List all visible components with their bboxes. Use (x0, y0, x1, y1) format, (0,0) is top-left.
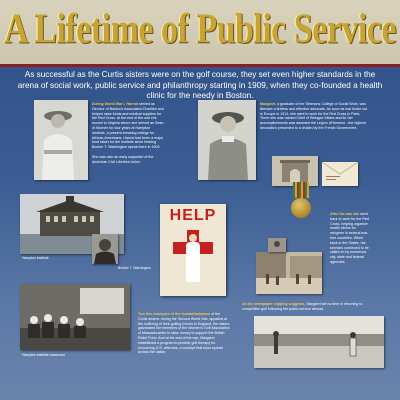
page-title: A Lifetime of Public Service (3, 6, 396, 53)
harriot-text-lead: During World War I, Harriot (92, 102, 139, 106)
margaret-text-block (260, 102, 368, 131)
margaret-text-body: , a graduate of the Simmons College of Social Work, was likewise a tireless and effective advocate. As soon as war broke out in Europe in 1914, she went to work for the Red Cross in Paris. There she was named Chief of Refugee Affairs and for her accomplishments was awarded the Legion d'Honneur - the highest decoration presented to a civilian by the French Government. (260, 102, 368, 130)
booker-washington-photo (92, 234, 118, 264)
harriot-text-body: served as Director of Boston's Associated Charities and helped raise funds and medical supplies for the Red Cross. At the end of the war she moved to Virginia where she served as Dean of Women for four years at Hampton Institute, a present-breaking college for African-Americans. Harriot had been a major fund raiser for the Institute since hearing Booker T. Washington speak there in 1903. (92, 102, 164, 150)
newspaper-lead: As the newspaper clipping suggests, (242, 302, 306, 306)
booker-caption: Booker T. Washington (118, 266, 151, 270)
humanitarian-text-block (138, 312, 230, 355)
harriot-portrait-photo (34, 100, 88, 180)
margaret-portrait-photo (198, 100, 256, 180)
newspaper-body: Margaret set no time in returning to competitive golf following her public service abroad. (242, 302, 363, 311)
refugee-street-photo (256, 252, 322, 294)
harriot-text-block (92, 102, 164, 165)
golf-course-photo (254, 316, 384, 368)
harriot-text-tail: She was also an early supporter of the American Civil Liberties Union. (92, 154, 154, 164)
margaret-text-lead: Margaret (260, 102, 276, 106)
newspaper-text-block (242, 302, 374, 312)
classroom-caption: Hampton Institute classroom (22, 353, 65, 357)
margaret-after-war-block (330, 212, 370, 265)
humanitarian-body: of the Curtis sisters: during the Second World War, appalled at the suffering of their golfing friends in England, the sisters galvanized the members of the Women's Golf Association of Massachusetts to raise money to support the British Relief Fund. And at the end of the war, Margaret established a program to provide golf therapy for recovering U.S. veterans, a concept that soon spread across the nation. (138, 312, 230, 355)
hampton-caption: Hampton Institute (22, 256, 49, 260)
legion-honneur-medal (289, 182, 313, 222)
title-band (0, 0, 400, 67)
hampton-classroom-photo (20, 284, 130, 350)
intro-text: As successful as the Curtis sisters were on the golf course, they set even higher standards in the arena of social work, public service and philanthropy starting in 1909, when they co-founded a health clinic for the needy in Boston. (17, 70, 383, 100)
poster-word: HELP (169, 207, 217, 224)
envelope-document (322, 162, 358, 186)
margaret-after-body: went back to work for the Red Cross, helping organize health clinics for refugees in several war-torn countries. When back in the States, her services continued to be called on by numerous city, state and federal agencies. (330, 212, 369, 264)
refugee-inset-photo (268, 238, 286, 252)
margaret-after-lead: After the war she (330, 212, 360, 216)
humanitarian-lead: Two fine examples of the humanitarianism (138, 312, 211, 316)
medal-disc (291, 198, 311, 218)
red-cross-help-poster (160, 204, 226, 296)
nurse-figure (186, 242, 200, 282)
medal-ribbon (293, 182, 309, 198)
